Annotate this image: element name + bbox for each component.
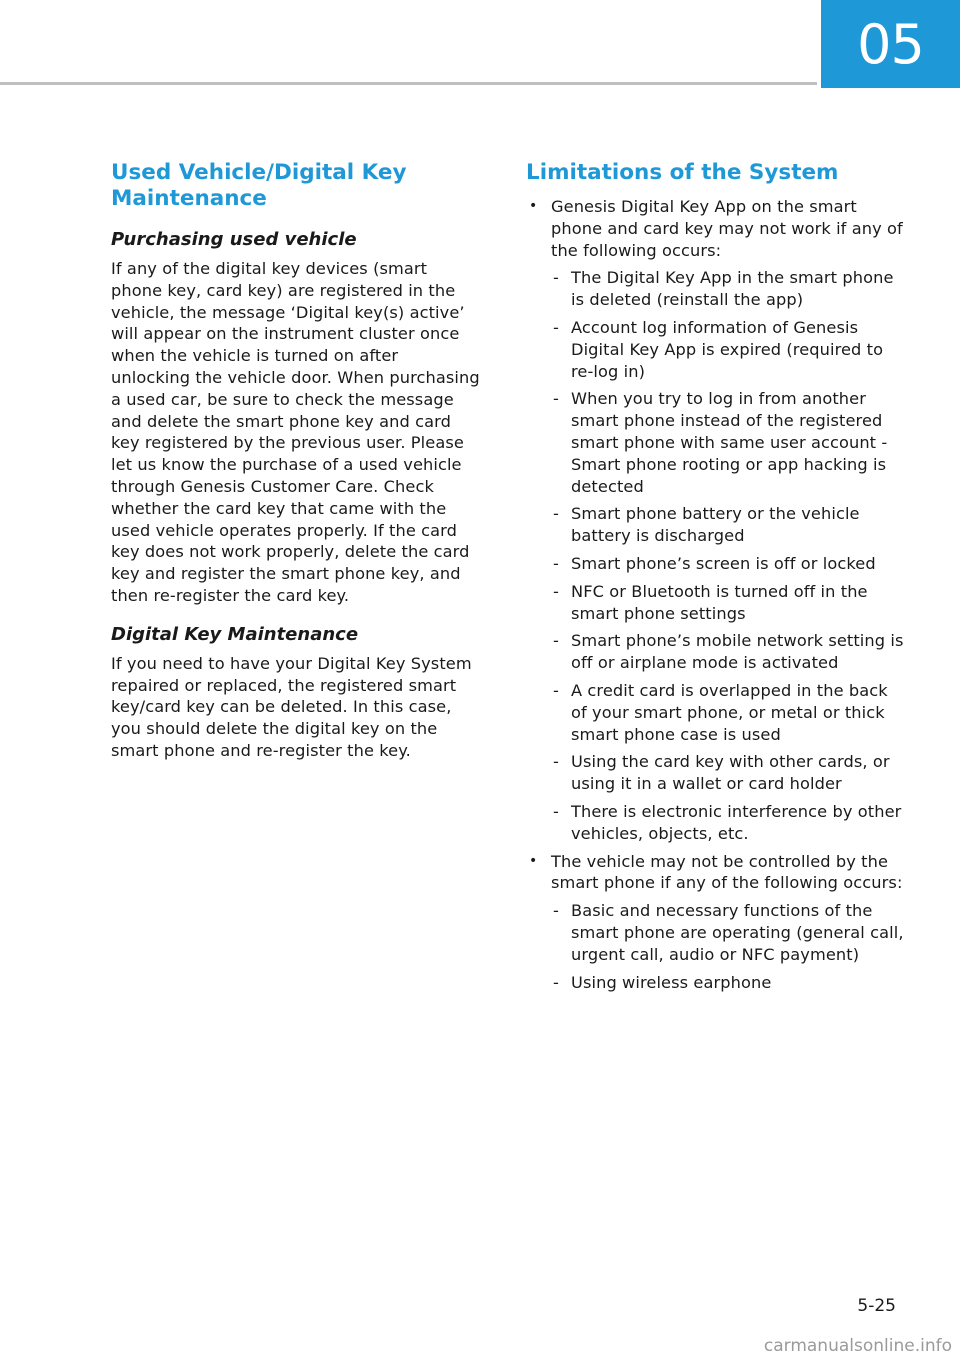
sub-list-item xyxy=(551,581,904,625)
right-column xyxy=(526,160,904,999)
sub-list-text: Using wireless earphone xyxy=(571,972,772,992)
dash-icon: - xyxy=(553,801,559,821)
dash-icon: - xyxy=(553,901,559,921)
page-number: 5-25 xyxy=(857,1296,896,1316)
bullet-text: The vehicle may not be controlled by the smart phone if any of the following occurs: xyxy=(551,851,903,893)
chapter-tab: 05 xyxy=(821,0,960,88)
sub-list-item xyxy=(551,317,904,382)
sub-list-item xyxy=(551,553,904,575)
limitations-list xyxy=(526,196,904,993)
sub-list-item xyxy=(551,751,904,795)
sub-list-item xyxy=(551,267,904,311)
sub-list-text: When you try to log in from another smart phone instead of the registered smart phone with same user account - Smart phone rooting or app hacking is detected xyxy=(571,389,888,496)
bullet-dot-icon: • xyxy=(529,852,538,869)
sub-list-item xyxy=(551,801,904,845)
sub-list-item xyxy=(551,388,904,497)
sub-list-text: Smart phone battery or the vehicle battery is discharged xyxy=(571,504,860,546)
dash-icon: - xyxy=(553,752,559,772)
dash-icon: - xyxy=(553,268,559,288)
dash-icon: - xyxy=(553,972,559,992)
header-rule xyxy=(0,82,817,85)
sub-list-text: Basic and necessary functions of the smart phone are operating (general call, urgent call, audio or NFC payment) xyxy=(571,901,904,964)
dash-icon: - xyxy=(553,504,559,524)
sub-list-text: A credit card is overlapped in the back of your smart phone, or metal or thick smart phone case is used xyxy=(571,680,888,744)
left-column xyxy=(111,160,481,770)
bullet-item xyxy=(526,851,904,994)
sub-list-item xyxy=(551,972,904,994)
paragraph-purchasing-used-vehicle: If any of the digital key devices (smart phone key, card key) are registered in the vehicle, the message ‘Digital key(s) active’ will appear on the instrument cluster once when the vehicle is turned on after unlocking the vehicle door. When purchasing a used car, be sure to check the message and delete the smart phone key and card key registered by the previous user. Please let us know the purchase of a used vehicle through Genesis Customer Care. Check whether the card key that came with the used vehicle operates properly. If the card key does not work properly, delete the card key and register the smart phone key, and then re-register the card key. xyxy=(111,259,480,605)
bullet-text: Genesis Digital Key App on the smart phone and card key may not work if any of the following occurs: xyxy=(551,197,903,260)
section-title-used-vehicle: Used Vehicle/Digital Key Maintenance xyxy=(111,160,407,211)
sub-list-item xyxy=(551,503,904,547)
dash-icon: - xyxy=(553,317,559,337)
bullet-item xyxy=(526,196,904,845)
section-title-limitations: Limitations of the System xyxy=(526,160,839,185)
sub-list xyxy=(551,267,904,844)
sub-list-text: Using the card key with other cards, or using it in a wallet or card holder xyxy=(571,752,890,794)
paragraph-digital-key-maintenance: If you need to have your Digital Key System repaired or replaced, the registered smart key/card key can be deleted. In this case, you should delete the digital key on the smart phone and re-register the key. xyxy=(111,653,472,760)
sub-list-text: There is electronic interference by other vehicles, objects, etc. xyxy=(571,801,902,843)
sub-list-text: The Digital Key App in the smart phone is deleted (reinstall the app) xyxy=(571,268,894,310)
dash-icon: - xyxy=(553,631,559,651)
sub-list-text: Smart phone’s screen is off or locked xyxy=(571,553,876,573)
sub-list-text: NFC or Bluetooth is turned off in the smart phone settings xyxy=(571,581,868,623)
sub-list-item xyxy=(551,680,904,745)
dash-icon: - xyxy=(553,553,559,573)
watermark-logo: carmanualsonline.info xyxy=(763,1336,952,1356)
sub-list-item xyxy=(551,630,904,674)
sub-list-text: Account log information of Genesis Digital Key App is expired (required to re-log in) xyxy=(571,317,884,381)
bullet-dot-icon: • xyxy=(529,198,538,214)
sub-list-item xyxy=(551,900,904,965)
dash-icon: - xyxy=(553,680,559,700)
dash-icon: - xyxy=(553,581,559,601)
subheading-purchasing-used-vehicle: Purchasing used vehicle xyxy=(111,229,357,250)
dash-icon: - xyxy=(553,389,559,409)
sub-list xyxy=(551,900,904,993)
sub-list-text: Smart phone’s mobile network setting is off or airplane mode is activated xyxy=(571,631,904,673)
subheading-digital-key-maintenance: Digital Key Maintenance xyxy=(111,623,359,645)
